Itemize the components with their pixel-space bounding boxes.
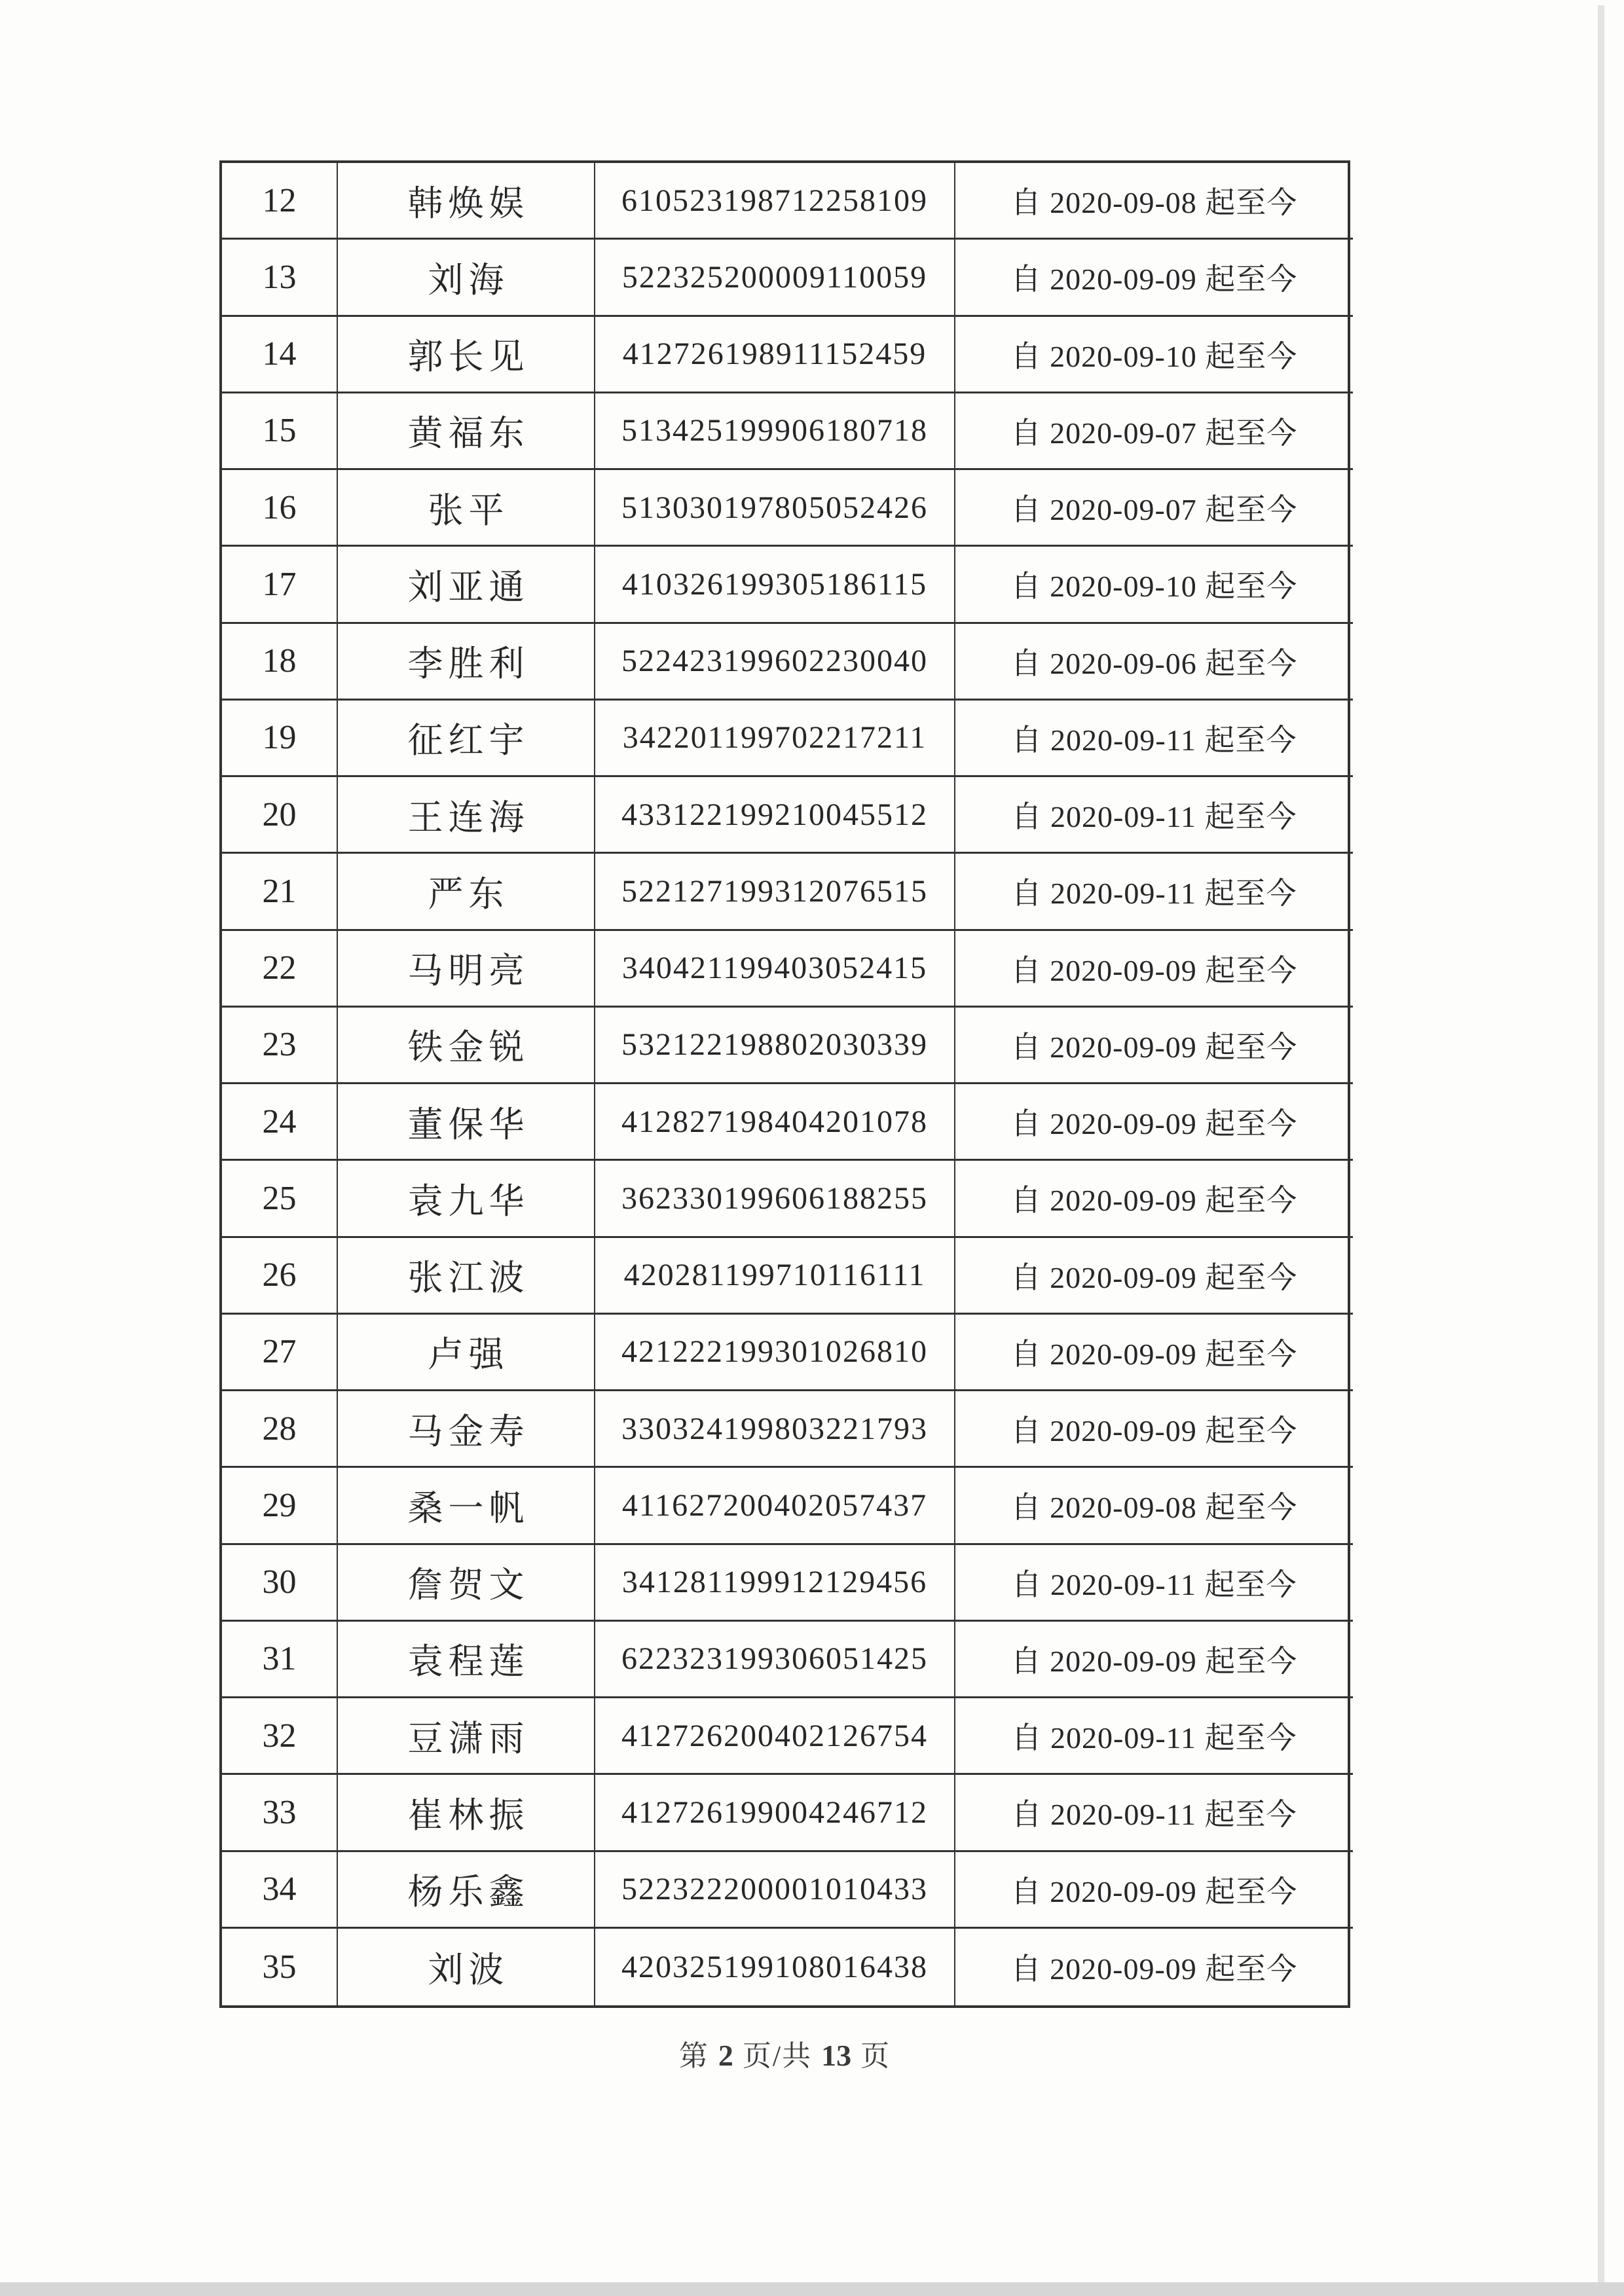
row-number-cell: 13 — [222, 240, 338, 316]
period-cell: 自 2020-09-09 起至今 — [955, 1238, 1353, 1315]
row-number-cell: 32 — [222, 1698, 338, 1775]
name-cell: 刘海 — [338, 240, 595, 316]
name-cell: 郭长见 — [338, 317, 595, 393]
id-number-cell: 340421199403052415 — [595, 931, 955, 1008]
footer-page-number: 2 — [718, 2039, 733, 2072]
period-cell: 自 2020-09-10 起至今 — [955, 317, 1353, 393]
id-number-cell: 412726198911152459 — [595, 317, 955, 393]
period-cell: 自 2020-09-09 起至今 — [955, 1391, 1353, 1468]
footer-label-page: 第 — [678, 2040, 709, 2072]
name-cell: 李胜利 — [338, 624, 595, 701]
period-cell: 自 2020-09-06 起至今 — [955, 624, 1353, 701]
period-cell: 自 2020-09-10 起至今 — [955, 547, 1353, 623]
period-cell: 自 2020-09-09 起至今 — [955, 1852, 1353, 1929]
name-cell: 董保华 — [338, 1084, 595, 1161]
name-cell: 詹贺文 — [338, 1545, 595, 1622]
id-number-cell: 412726199004246712 — [595, 1775, 955, 1851]
name-cell: 马明亮 — [338, 931, 595, 1008]
id-number-cell: 522423199602230040 — [595, 624, 955, 701]
period-cell: 自 2020-09-11 起至今 — [955, 1545, 1353, 1622]
name-cell: 马金寿 — [338, 1391, 595, 1468]
period-cell: 自 2020-09-09 起至今 — [955, 1008, 1353, 1084]
period-cell: 自 2020-09-09 起至今 — [955, 931, 1353, 1008]
row-number-cell: 31 — [222, 1622, 338, 1698]
period-cell: 自 2020-09-08 起至今 — [955, 163, 1353, 240]
id-number-cell: 411627200402057437 — [595, 1468, 955, 1544]
name-cell: 刘亚通 — [338, 547, 595, 623]
period-cell: 自 2020-09-09 起至今 — [955, 1161, 1353, 1237]
row-number-cell: 23 — [222, 1008, 338, 1084]
scan-shadow-bottom — [0, 2282, 1624, 2296]
name-cell: 铁金锐 — [338, 1008, 595, 1084]
footer-label-of: 页/共 — [742, 2040, 813, 2072]
period-cell: 自 2020-09-09 起至今 — [955, 1622, 1353, 1698]
name-cell: 卢强 — [338, 1315, 595, 1391]
name-cell: 王连海 — [338, 777, 595, 854]
name-cell: 豆潇雨 — [338, 1698, 595, 1775]
records-table — [219, 160, 1350, 2008]
name-cell: 韩焕娱 — [338, 163, 595, 240]
id-number-cell: 513425199906180718 — [595, 393, 955, 470]
name-cell: 杨乐鑫 — [338, 1852, 595, 1929]
row-number-cell: 21 — [222, 854, 338, 930]
id-number-cell: 342201199702217211 — [595, 701, 955, 777]
row-number-cell: 28 — [222, 1391, 338, 1468]
period-cell: 自 2020-09-11 起至今 — [955, 854, 1353, 930]
name-cell: 袁九华 — [338, 1161, 595, 1237]
row-number-cell: 19 — [222, 701, 338, 777]
row-number-cell: 16 — [222, 470, 338, 547]
period-cell: 自 2020-09-11 起至今 — [955, 777, 1353, 854]
id-number-cell: 420281199710116111 — [595, 1238, 955, 1315]
period-cell: 自 2020-09-08 起至今 — [955, 1468, 1353, 1544]
period-cell: 自 2020-09-09 起至今 — [955, 1315, 1353, 1391]
row-number-cell: 34 — [222, 1852, 338, 1929]
row-number-cell: 18 — [222, 624, 338, 701]
period-cell: 自 2020-09-09 起至今 — [955, 1084, 1353, 1161]
period-cell: 自 2020-09-11 起至今 — [955, 1775, 1353, 1851]
scan-shadow-right — [1598, 5, 1604, 2296]
name-cell: 崔林振 — [338, 1775, 595, 1851]
period-cell: 自 2020-09-07 起至今 — [955, 470, 1353, 547]
name-cell: 桑一帆 — [338, 1468, 595, 1544]
period-cell: 自 2020-09-11 起至今 — [955, 1698, 1353, 1775]
row-number-cell: 24 — [222, 1084, 338, 1161]
period-cell: 自 2020-09-11 起至今 — [955, 701, 1353, 777]
name-cell: 张平 — [338, 470, 595, 547]
id-number-cell: 532122198802030339 — [595, 1008, 955, 1084]
id-number-cell: 622323199306051425 — [595, 1622, 955, 1698]
id-number-cell: 330324199803221793 — [595, 1391, 955, 1468]
page-footer — [219, 2035, 1350, 2077]
row-number-cell: 35 — [222, 1929, 338, 2005]
row-number-cell: 30 — [222, 1545, 338, 1622]
footer-total-pages: 13 — [821, 2039, 852, 2072]
id-number-cell: 522322200001010433 — [595, 1852, 955, 1929]
row-number-cell: 12 — [222, 163, 338, 240]
row-number-cell: 33 — [222, 1775, 338, 1851]
row-number-cell: 27 — [222, 1315, 338, 1391]
name-cell: 刘波 — [338, 1929, 595, 2005]
period-cell: 自 2020-09-09 起至今 — [955, 240, 1353, 316]
name-cell: 严东 — [338, 854, 595, 930]
name-cell: 袁程莲 — [338, 1622, 595, 1698]
id-number-cell: 513030197805052426 — [595, 470, 955, 547]
row-number-cell: 26 — [222, 1238, 338, 1315]
period-cell: 自 2020-09-07 起至今 — [955, 393, 1353, 470]
row-number-cell: 29 — [222, 1468, 338, 1544]
id-number-cell: 433122199210045512 — [595, 777, 955, 854]
id-number-cell: 421222199301026810 — [595, 1315, 955, 1391]
id-number-cell: 341281199912129456 — [595, 1545, 955, 1622]
id-number-cell: 522127199312076515 — [595, 854, 955, 930]
footer-label-pages: 页 — [860, 2040, 891, 2072]
name-cell: 征红宇 — [338, 701, 595, 777]
id-number-cell: 420325199108016438 — [595, 1929, 955, 2005]
id-number-cell: 610523198712258109 — [595, 163, 955, 240]
name-cell: 黄福东 — [338, 393, 595, 470]
row-number-cell: 22 — [222, 931, 338, 1008]
id-number-cell: 410326199305186115 — [595, 547, 955, 623]
row-number-cell: 20 — [222, 777, 338, 854]
id-number-cell: 412726200402126754 — [595, 1698, 955, 1775]
id-number-cell: 412827198404201078 — [595, 1084, 955, 1161]
row-number-cell: 25 — [222, 1161, 338, 1237]
name-cell: 张江波 — [338, 1238, 595, 1315]
row-number-cell: 15 — [222, 393, 338, 470]
id-number-cell: 362330199606188255 — [595, 1161, 955, 1237]
row-number-cell: 14 — [222, 317, 338, 393]
period-cell: 自 2020-09-09 起至今 — [1010, 1952, 1298, 1986]
id-number-cell: 522325200009110059 — [595, 240, 955, 316]
row-number-cell: 17 — [222, 547, 338, 623]
